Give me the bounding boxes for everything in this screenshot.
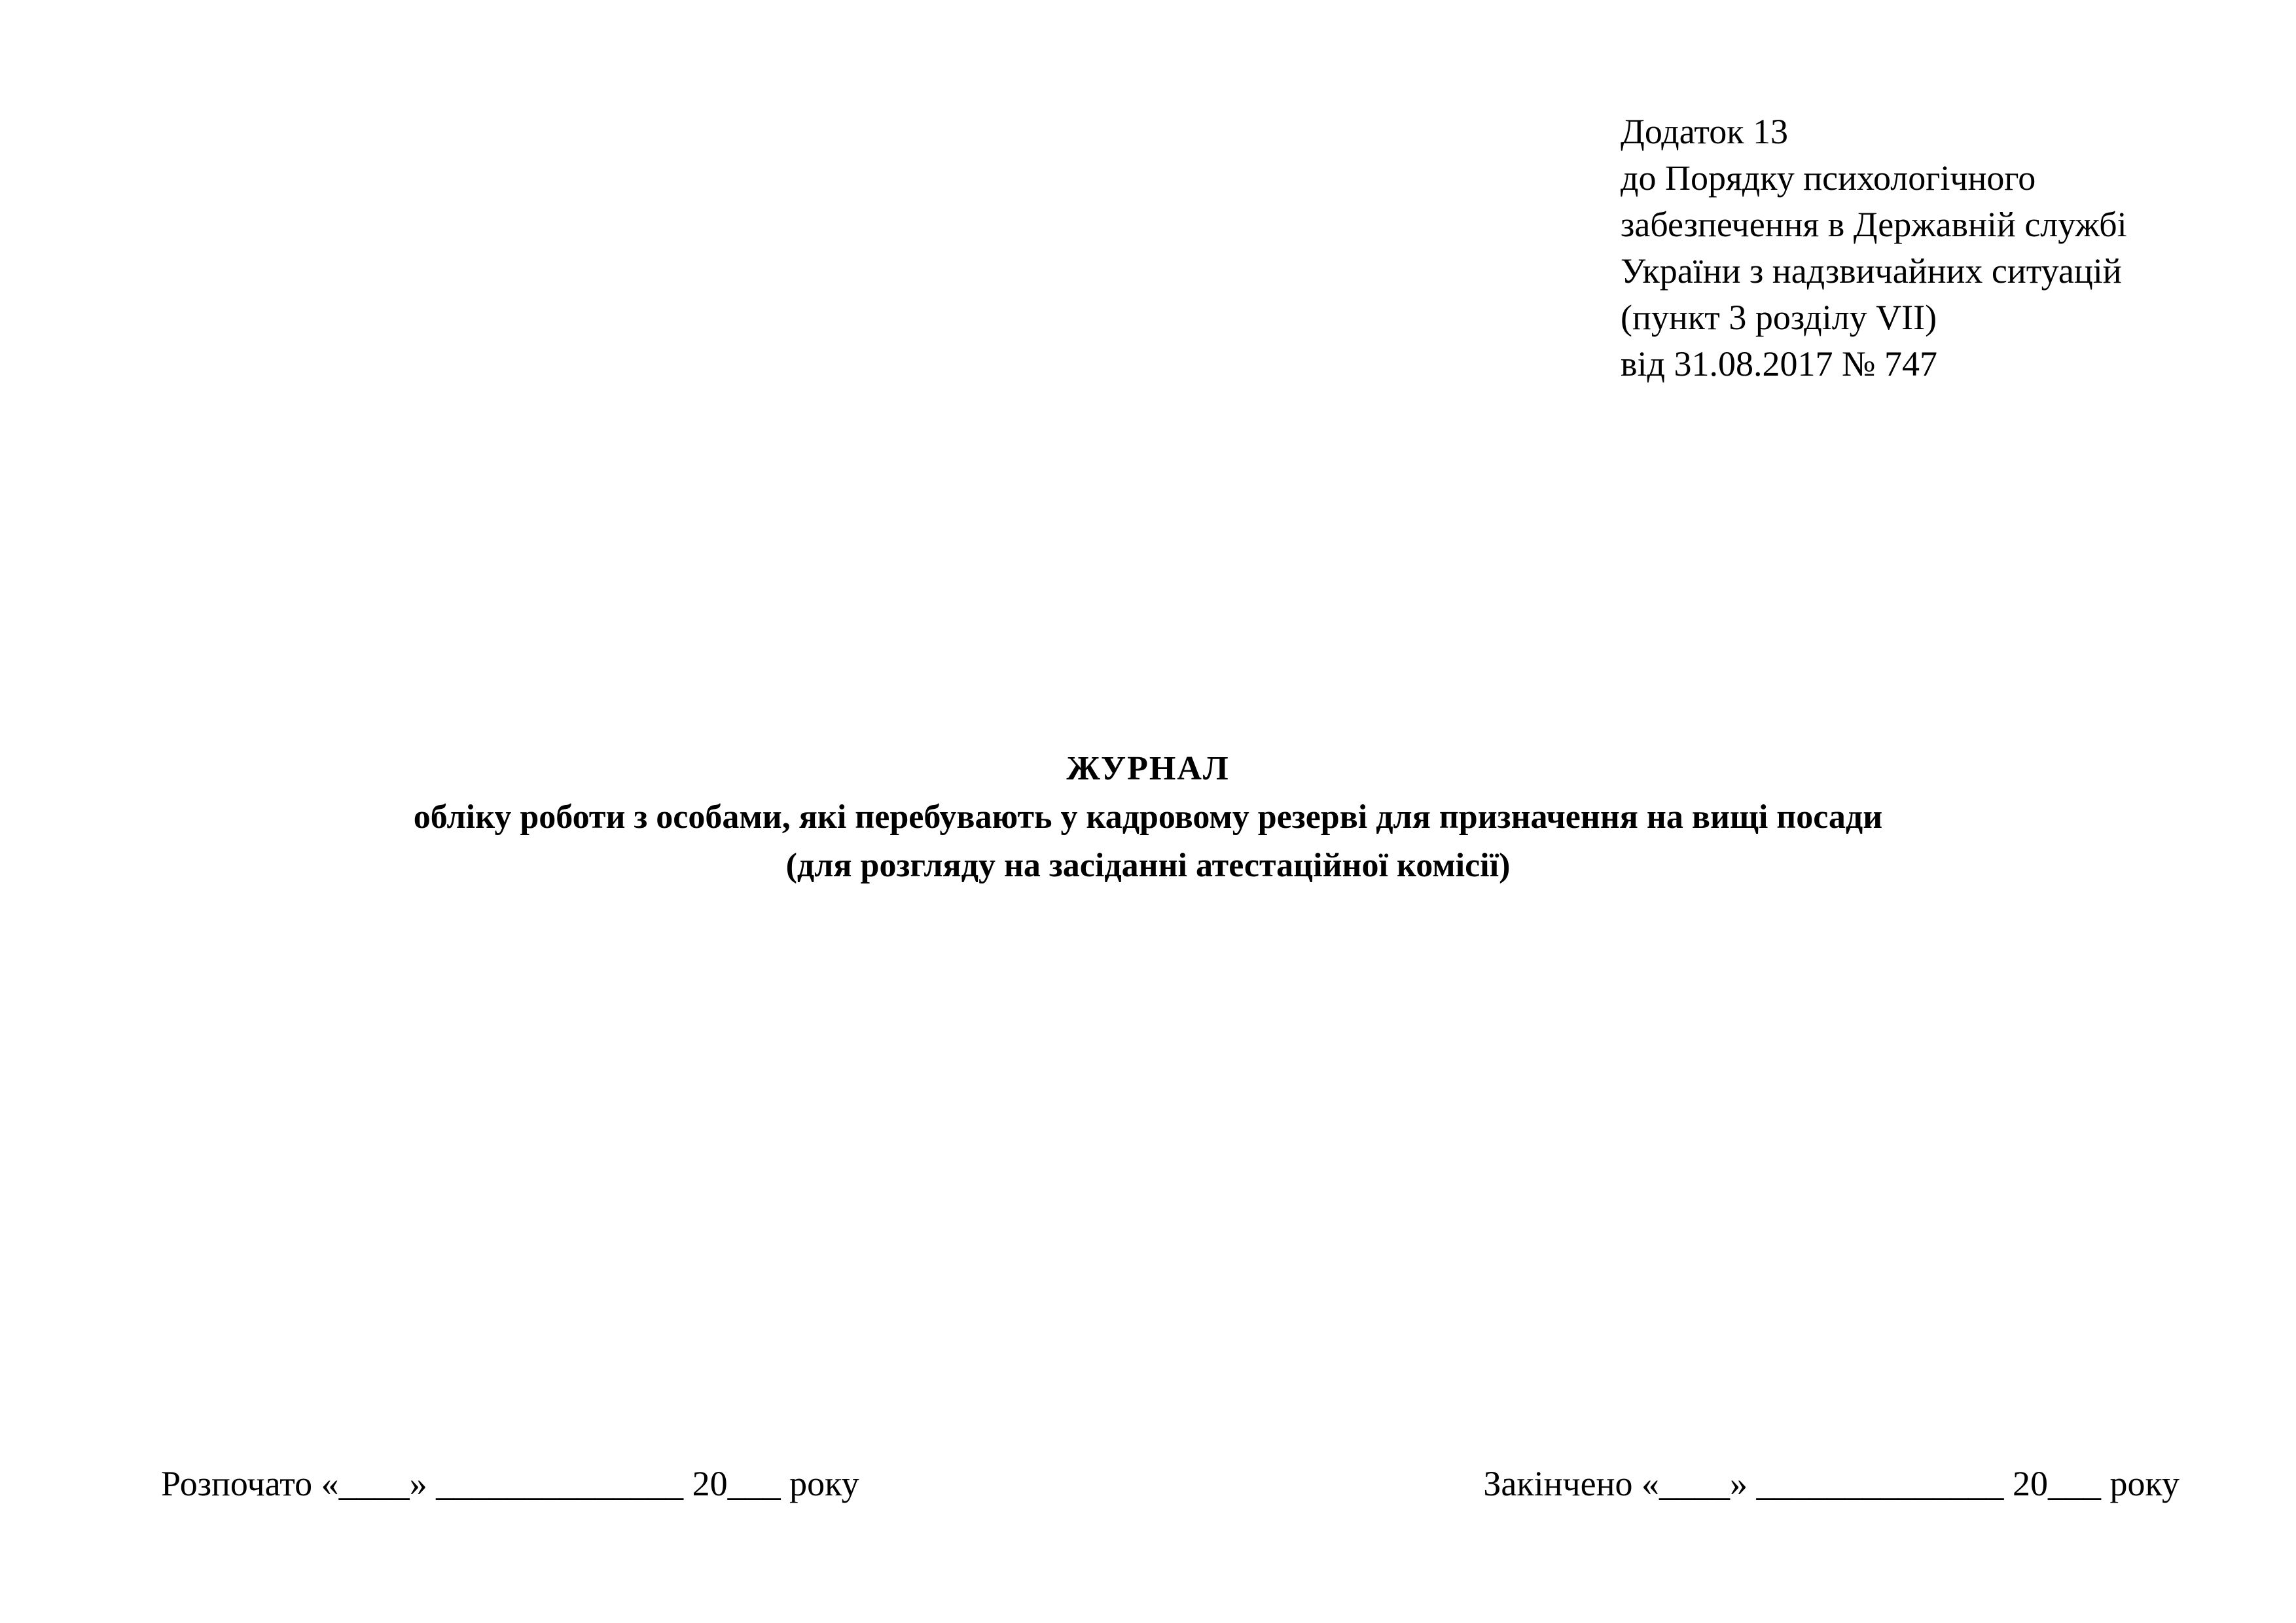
document-subtitle: обліку роботи з особами, які перебувають у кадровому резерві для призначення на вищі посади	[413, 798, 1883, 836]
appendix-block	[1621, 109, 2249, 387]
appendix-line: України з надзвичайних ситуацій	[1621, 251, 2122, 291]
appendix-section-ref: (пункт 3 розділу VII)	[1621, 298, 1937, 337]
appendix-line: забезпечення в Державній службі	[1621, 205, 2127, 244]
document-subtitle-note: (для розгляду на засіданні атестаційної комісії)	[785, 847, 1511, 884]
finished-date-line: Закінчено «____» ______________ 20___ року	[1483, 1464, 2179, 1503]
started-date-line: Розпочато «____» ______________ 20___ року	[161, 1464, 859, 1503]
document-title: ЖУРНАЛ	[1066, 750, 1230, 787]
document-title-block	[0, 745, 2296, 890]
appendix-order-date: від 31.08.2017 № 747	[1621, 344, 1937, 383]
appendix-number: Додаток 13	[1621, 112, 1788, 151]
appendix-line: до Порядку психологічного	[1621, 158, 2036, 198]
